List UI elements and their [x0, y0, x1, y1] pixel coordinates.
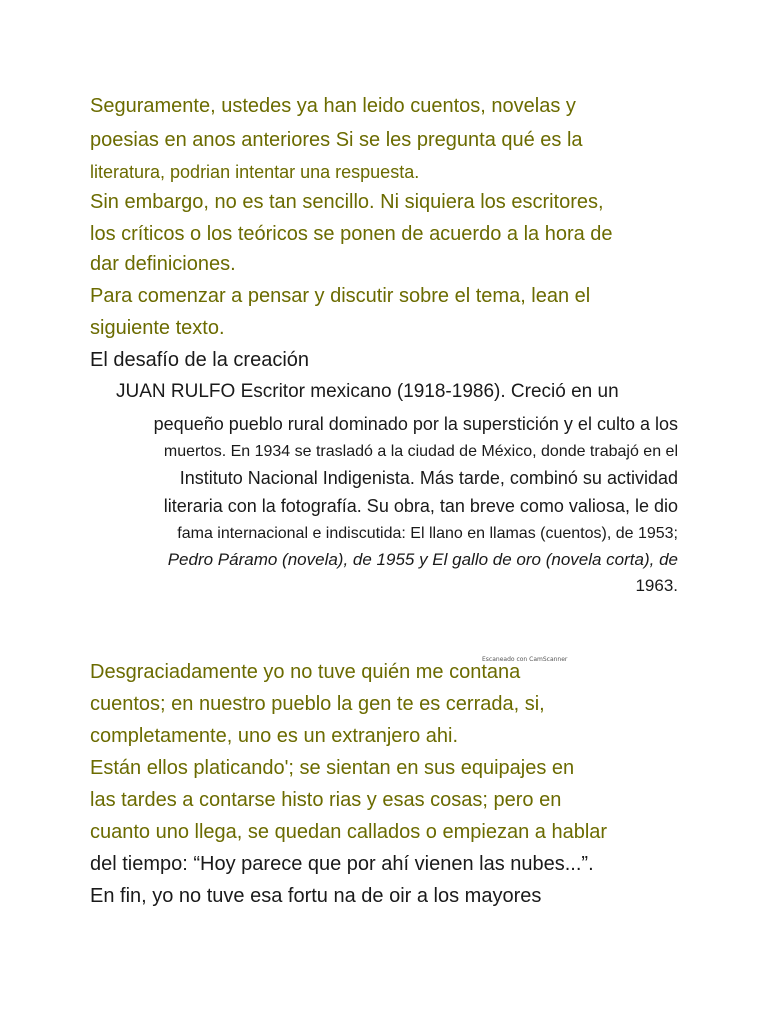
p4-line-2: cuentos; en nuestro pueblo la gen te es cerrada, si, [90, 693, 545, 715]
p4-line-3: completamente, uno es un extranjero ahi. [90, 725, 458, 747]
p4-line-1: Desgraciadamente yo no tuve quién me contana [90, 661, 521, 683]
p2-line-1: Sin embargo, no es tan sencillo. Ni siquiera los escritores, [90, 191, 604, 213]
bio-line-4: Instituto Nacional Indigenista. Más tarde, combinó su actividad [179, 468, 678, 488]
p1-line-2: poesias en anos anteriores Si se les pregunta qué es la [90, 129, 583, 151]
section-heading: El desafío de la creación [90, 349, 310, 371]
bio-line-5: literaria con la fotografía. Su obra, tan breve como valiosa, le dio [163, 496, 678, 516]
bio-line-8: 1963. [635, 576, 678, 595]
bio-line-2: pequeño pueblo rural dominado por la superstición y el culto a los [153, 414, 678, 434]
p1-line-1: Seguramente, ustedes ya han leido cuentos, novelas y [90, 95, 576, 117]
bio-line-6: fama internacional e indiscutida: El llano en llamas (cuentos), de 1953; [177, 525, 678, 542]
p5-line-5: En fin, yo no tuve esa fortu na de oir a los mayores [90, 885, 542, 907]
p3-line-1: Para comenzar a pensar y discutir sobre el tema, lean el [90, 285, 591, 307]
p5-line-2: las tardes a contarse histo rias y esas cosas; pero en [90, 789, 562, 811]
scan-watermark: Escaneado con CamScanner [482, 656, 568, 663]
bio-line-1: JUAN RULFO Escritor mexicano (1918-1986). Creció en un [116, 381, 619, 402]
p5-line-3: cuanto uno llega, se quedan callados o empiezan a hablar [90, 821, 608, 843]
p5-line-1: Están ellos platicando'; se sientan en sus equipajes en [90, 757, 575, 779]
p5-line-4: del tiempo: “Hoy parece que por ahí vienen las nubes...”. [90, 853, 594, 875]
p3-line-2: siguiente texto. [90, 317, 225, 339]
p2-line-2: los críticos o los teóricos se ponen de acuerdo a la hora de [90, 223, 613, 245]
bio-line-7: Pedro Páramo (novela), de 1955 y El gallo de oro (novela corta), de [167, 550, 678, 569]
p1-line-3: literatura, podrian intentar una respuesta. [90, 162, 420, 182]
p2-line-3: dar definiciones. [90, 253, 236, 275]
bio-line-3: muertos. En 1934 se trasladó a la ciudad de México, donde trabajó en el [163, 443, 678, 460]
